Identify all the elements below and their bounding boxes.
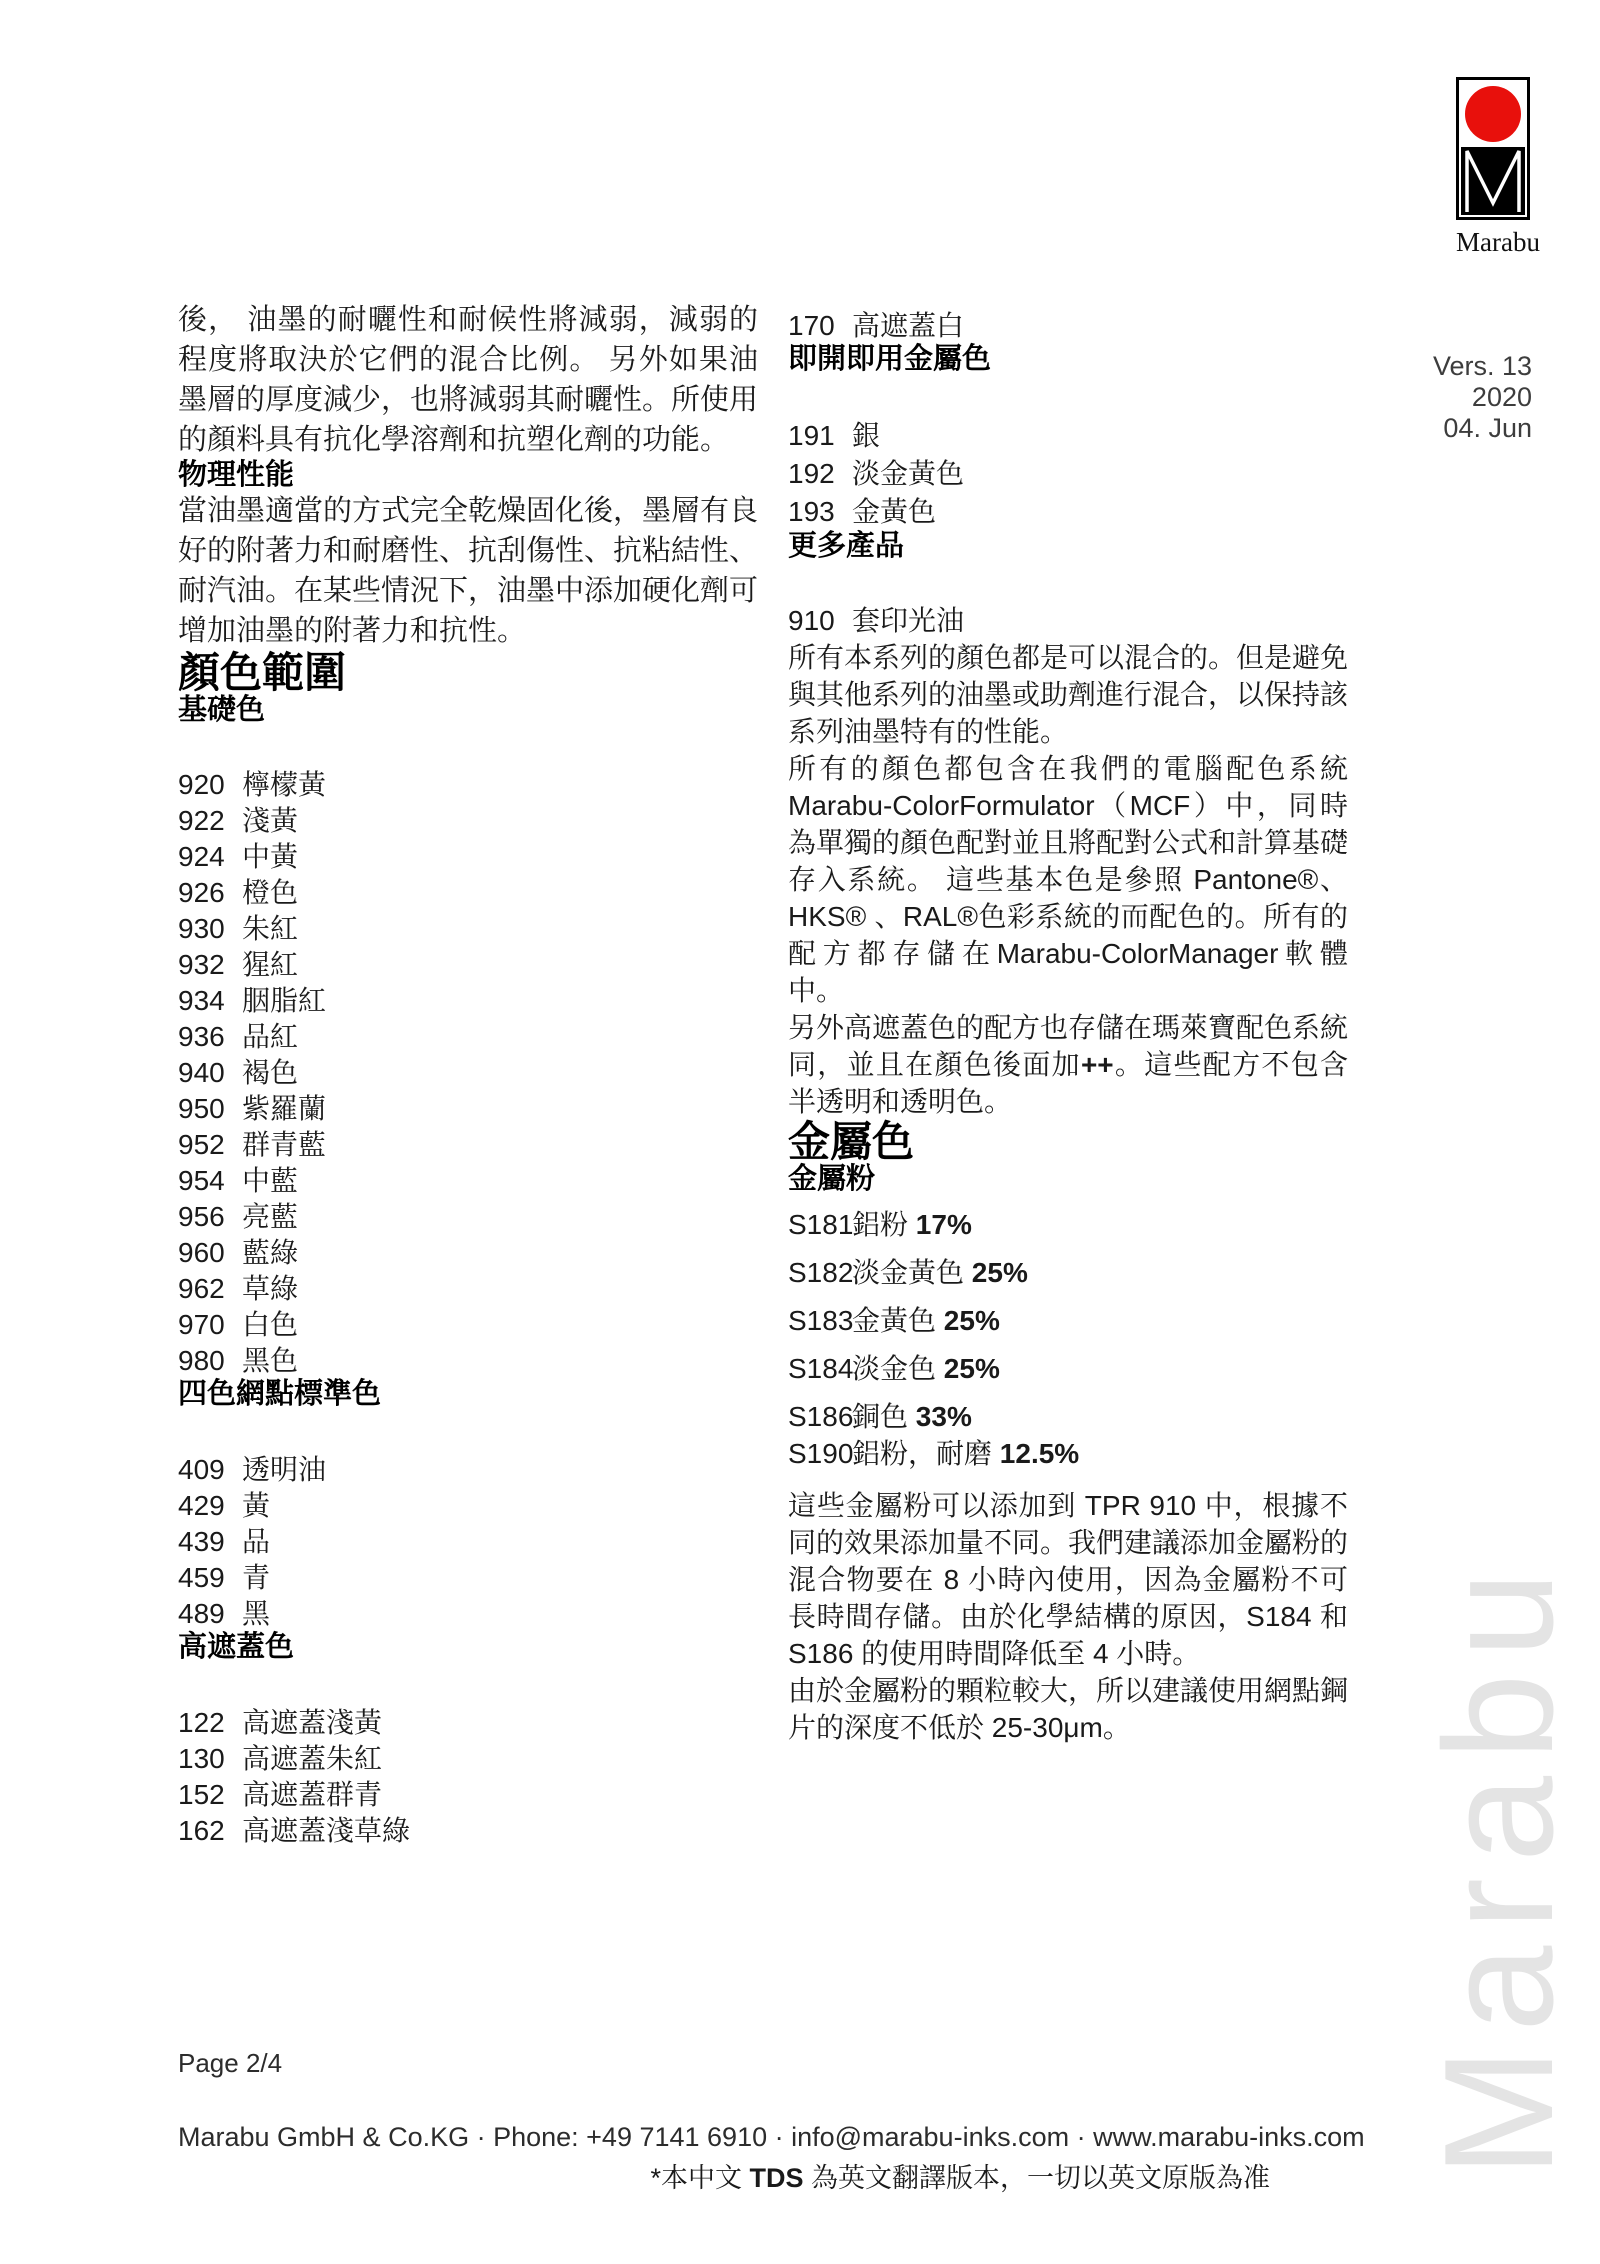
color-name: 高遮蓋群青: [242, 1779, 383, 1810]
rtu-metallic-list: [788, 417, 1348, 531]
color-code: 191: [788, 420, 835, 451]
color-name: 中藍: [242, 1165, 299, 1196]
color-name: 白色: [242, 1309, 299, 1340]
color-code: 926: [178, 877, 225, 908]
list-item: [788, 1354, 1348, 1384]
list-item: [788, 603, 1348, 639]
powder-name: 淡金色: [852, 1353, 937, 1384]
powder-code: S184: [788, 1353, 854, 1384]
page-number: Page 2/4: [178, 2048, 283, 2078]
color-code: 489: [178, 1598, 225, 1629]
paragraph-opaque-formula: [788, 1009, 1348, 1120]
more-products-list: [788, 603, 1348, 639]
heading-metallic-colors: 金屬色: [788, 1118, 915, 1165]
color-code: 962: [178, 1273, 225, 1304]
list-item: [178, 839, 758, 875]
color-name: 中黃: [242, 841, 299, 872]
plus-plus-mark: ++: [1080, 1049, 1114, 1080]
list-item: [788, 1402, 1348, 1432]
color-code: 940: [178, 1057, 225, 1088]
powder-amount: 17%: [915, 1209, 972, 1240]
color-name: 黃: [242, 1490, 271, 1521]
list-item: [178, 1343, 758, 1379]
list-item: [178, 1741, 758, 1777]
list-item: [178, 983, 758, 1019]
marabu-logo: [1456, 77, 1540, 258]
right-column: [788, 300, 1348, 1746]
powder-amount: 25%: [943, 1353, 1000, 1384]
list-item: [788, 1210, 1348, 1240]
list-item: [788, 1439, 1348, 1469]
powder-name: 淡金黃色: [852, 1257, 965, 1288]
list-item: [178, 1091, 758, 1127]
color-code: 429: [178, 1490, 225, 1521]
heading-opaque-colors: 高遮蓋色: [178, 1631, 295, 1663]
note-tds: TDS: [749, 2163, 804, 2193]
paragraph-lightfastness: 後， 油墨的耐曬性和耐候性將減弱，減弱的程度將取決於它們的混合比例。 另外如果油墨層的厚度減少，也將減弱其耐曬性。所使用的顏料具有抗化學溶劑和抗塑化劑的功能。: [178, 304, 759, 456]
heading-process-colors: 四色網點標準色: [178, 1378, 382, 1410]
color-code: 192: [788, 458, 835, 489]
color-code: 970: [178, 1309, 225, 1340]
color-code: 924: [178, 841, 225, 872]
color-name: 高遮蓋淺草綠: [242, 1815, 411, 1846]
list-item: [788, 308, 1348, 344]
color-name: 品: [242, 1526, 271, 1557]
powder-name: 鋁粉，耐磨: [852, 1438, 993, 1469]
color-name: 胭脂紅: [242, 985, 327, 1016]
color-code: 122: [178, 1707, 225, 1738]
list-item: [178, 1813, 758, 1849]
color-code: 152: [178, 1779, 225, 1810]
marabu-wordmark: Marabu: [1456, 227, 1540, 257]
powder-code: S182: [788, 1257, 854, 1288]
logo-red-dot: [1465, 86, 1521, 142]
color-code: 934: [178, 985, 225, 1016]
color-name: 黑: [242, 1598, 271, 1629]
list-item: [178, 875, 758, 911]
powder-name: 銅色: [852, 1401, 909, 1432]
paragraph-physical-properties: 當油墨適當的方式完全乾燥固化後，墨層有良好的附著力和耐磨性、抗刮傷性、抗粘結性、耐汽油。在某些情況下，油墨中添加硬化劑可增加油墨的附著力和抗性。: [178, 495, 759, 647]
powder-amount: 12.5%: [999, 1438, 1080, 1469]
powder-code: S183: [788, 1305, 854, 1336]
color-code: 936: [178, 1021, 225, 1052]
list-item: [788, 1306, 1348, 1336]
powder-code: S181: [788, 1209, 854, 1240]
note-text: *本中文: [650, 2163, 750, 2193]
color-code: 954: [178, 1165, 225, 1196]
list-item: [178, 1163, 758, 1199]
heading-physical-properties: 物理性能: [178, 459, 295, 491]
color-code: 920: [178, 769, 225, 800]
marabu-logo-icon: [1456, 77, 1530, 220]
color-name: 青: [242, 1562, 271, 1593]
color-name: 群青藍: [242, 1129, 327, 1160]
list-item: [178, 1777, 758, 1813]
color-code: 459: [178, 1562, 225, 1593]
powder-amount: 25%: [971, 1257, 1028, 1288]
list-item: [178, 911, 758, 947]
paragraph-powder-mesh: 由於金屬粉的顆粒較大，所以建議使用網點鋼片的深度不低於 25-30μm。: [788, 1675, 1349, 1743]
paragraph-mixing: 所有本系列的顏色都是可以混合的。但是避免與其他系列的油墨或助劑進行混合，以保持該系列油墨特有的性能。: [788, 642, 1349, 747]
color-name: 金黃色: [852, 496, 937, 527]
list-item: [178, 1452, 758, 1488]
list-item: [178, 1705, 758, 1741]
color-name: 藍綠: [242, 1237, 299, 1268]
color-name: 高遮蓋朱紅: [242, 1743, 383, 1774]
list-item: [178, 947, 758, 983]
opaque-white-item: [788, 308, 1348, 344]
opaque-formula-text: 另外高遮蓋色的配方也存儲在瑪萊寶配色系統同，並且在顏色後面加: [788, 1012, 1349, 1080]
heading-metal-powder: 金屬粉: [788, 1163, 876, 1195]
list-item: [178, 1560, 758, 1596]
powder-amount: 33%: [915, 1401, 972, 1432]
color-name: 紫羅蘭: [242, 1093, 327, 1124]
powder-code: S186: [788, 1401, 854, 1432]
list-item: [788, 1258, 1348, 1288]
heading-more-products: 更多產品: [788, 530, 905, 562]
color-code: 922: [178, 805, 225, 836]
paragraph-powder-usage: 這些金屬粉可以添加到 TPR 910 中，根據不同的效果添加量不同。我們建議添加金屬粉的混合物要在 8 小時內使用，因為金屬粉不可長時間存儲。由於化學結構的原因，S184 和 S186 的使用時間降低至 4 小時。: [788, 1490, 1349, 1669]
color-code: 950: [178, 1093, 225, 1124]
powder-code: S190: [788, 1438, 854, 1469]
list-item: [178, 1307, 758, 1343]
color-name: 亮藍: [242, 1201, 299, 1232]
heading-rtu-metallic: 即開即用金屬色: [788, 343, 992, 375]
powder-name: 金黃色: [852, 1305, 937, 1336]
left-column: [178, 300, 758, 1849]
heading-color-range: 顏色範圍: [178, 649, 347, 696]
color-name: 褐色: [242, 1057, 299, 1088]
color-code: 930: [178, 913, 225, 944]
list-item: [178, 767, 758, 803]
color-name: 橙色: [242, 877, 299, 908]
heading-basic-colors: 基礎色: [178, 694, 266, 726]
color-name: 套印光油: [852, 605, 965, 636]
list-item: [178, 803, 758, 839]
opaque-formula-text-end: 。這些配方不包含半透明和透明色。: [788, 1049, 1348, 1117]
list-item: [178, 1019, 758, 1055]
color-code: 956: [178, 1201, 225, 1232]
color-code: 162: [178, 1815, 225, 1846]
list-item: [788, 493, 1348, 531]
list-item: [178, 1524, 758, 1560]
list-item: [178, 1055, 758, 1091]
color-code: 980: [178, 1345, 225, 1376]
color-code: 960: [178, 1237, 225, 1268]
version-line: Vers. 13: [1432, 351, 1532, 381]
paragraph-color-formulator: 所有的顏色都包含在我們的電腦配色系統Marabu-ColorFormulator（MCF）中，同時為單獨的顏色配對並且將配對公式和計算基礎存入系統。 這些基本色是參照 Pantone®、HKS® 、RAL®色彩系統的而配色的。所有的配方都存儲在Marabu-ColorManager軟體中。: [788, 753, 1349, 1006]
marabu-watermark: Marabu: [1412, 1555, 1585, 2177]
list-item: [788, 417, 1348, 455]
basic-colors-list: [178, 767, 758, 1379]
footer-contact: Marabu GmbH & Co.KG · Phone: +49 7141 6910 · info@marabu-inks.com · www.marabu-inks.com: [178, 2122, 1365, 2152]
color-name: 高遮蓋白: [852, 310, 965, 341]
color-name: 黑色: [242, 1345, 299, 1376]
color-name: 檸檬黃: [242, 769, 327, 800]
list-item: [178, 1235, 758, 1271]
footer-translation-note: [178, 2156, 1270, 2195]
version-date: 04. Jun: [1443, 413, 1532, 443]
list-item: [178, 1199, 758, 1235]
powder-amount: 25%: [943, 1305, 1000, 1336]
powder-name: 鋁粉: [852, 1209, 909, 1240]
color-code: 130: [178, 1743, 225, 1774]
note-text-end: 為英文翻譯版本，一切以英文原版為准: [803, 2163, 1270, 2193]
color-name: 猩紅: [242, 949, 299, 980]
list-item: [178, 1596, 758, 1632]
list-item: [178, 1271, 758, 1307]
color-code: 409: [178, 1454, 225, 1485]
color-code: 952: [178, 1129, 225, 1160]
list-item: [178, 1127, 758, 1163]
color-name: 淺黃: [242, 805, 299, 836]
color-name: 高遮蓋淺黃: [242, 1707, 383, 1738]
process-colors-list: [178, 1452, 758, 1632]
list-item: [788, 455, 1348, 493]
color-code: 439: [178, 1526, 225, 1557]
color-name: 銀: [852, 420, 881, 451]
color-code: 932: [178, 949, 225, 980]
opaque-colors-list: [178, 1705, 758, 1849]
color-name: 淡金黃色: [852, 458, 965, 489]
color-name: 草綠: [242, 1273, 299, 1304]
metal-powder-list: [788, 1210, 1348, 1469]
color-code: 170: [788, 310, 835, 341]
color-code: 910: [788, 605, 835, 636]
color-name: 品紅: [242, 1021, 299, 1052]
version-year: 2020: [1471, 382, 1532, 412]
color-name: 透明油: [242, 1454, 327, 1485]
version-info: [1433, 351, 1532, 444]
color-name: 朱紅: [242, 913, 299, 944]
color-code: 193: [788, 496, 835, 527]
list-item: [178, 1488, 758, 1524]
